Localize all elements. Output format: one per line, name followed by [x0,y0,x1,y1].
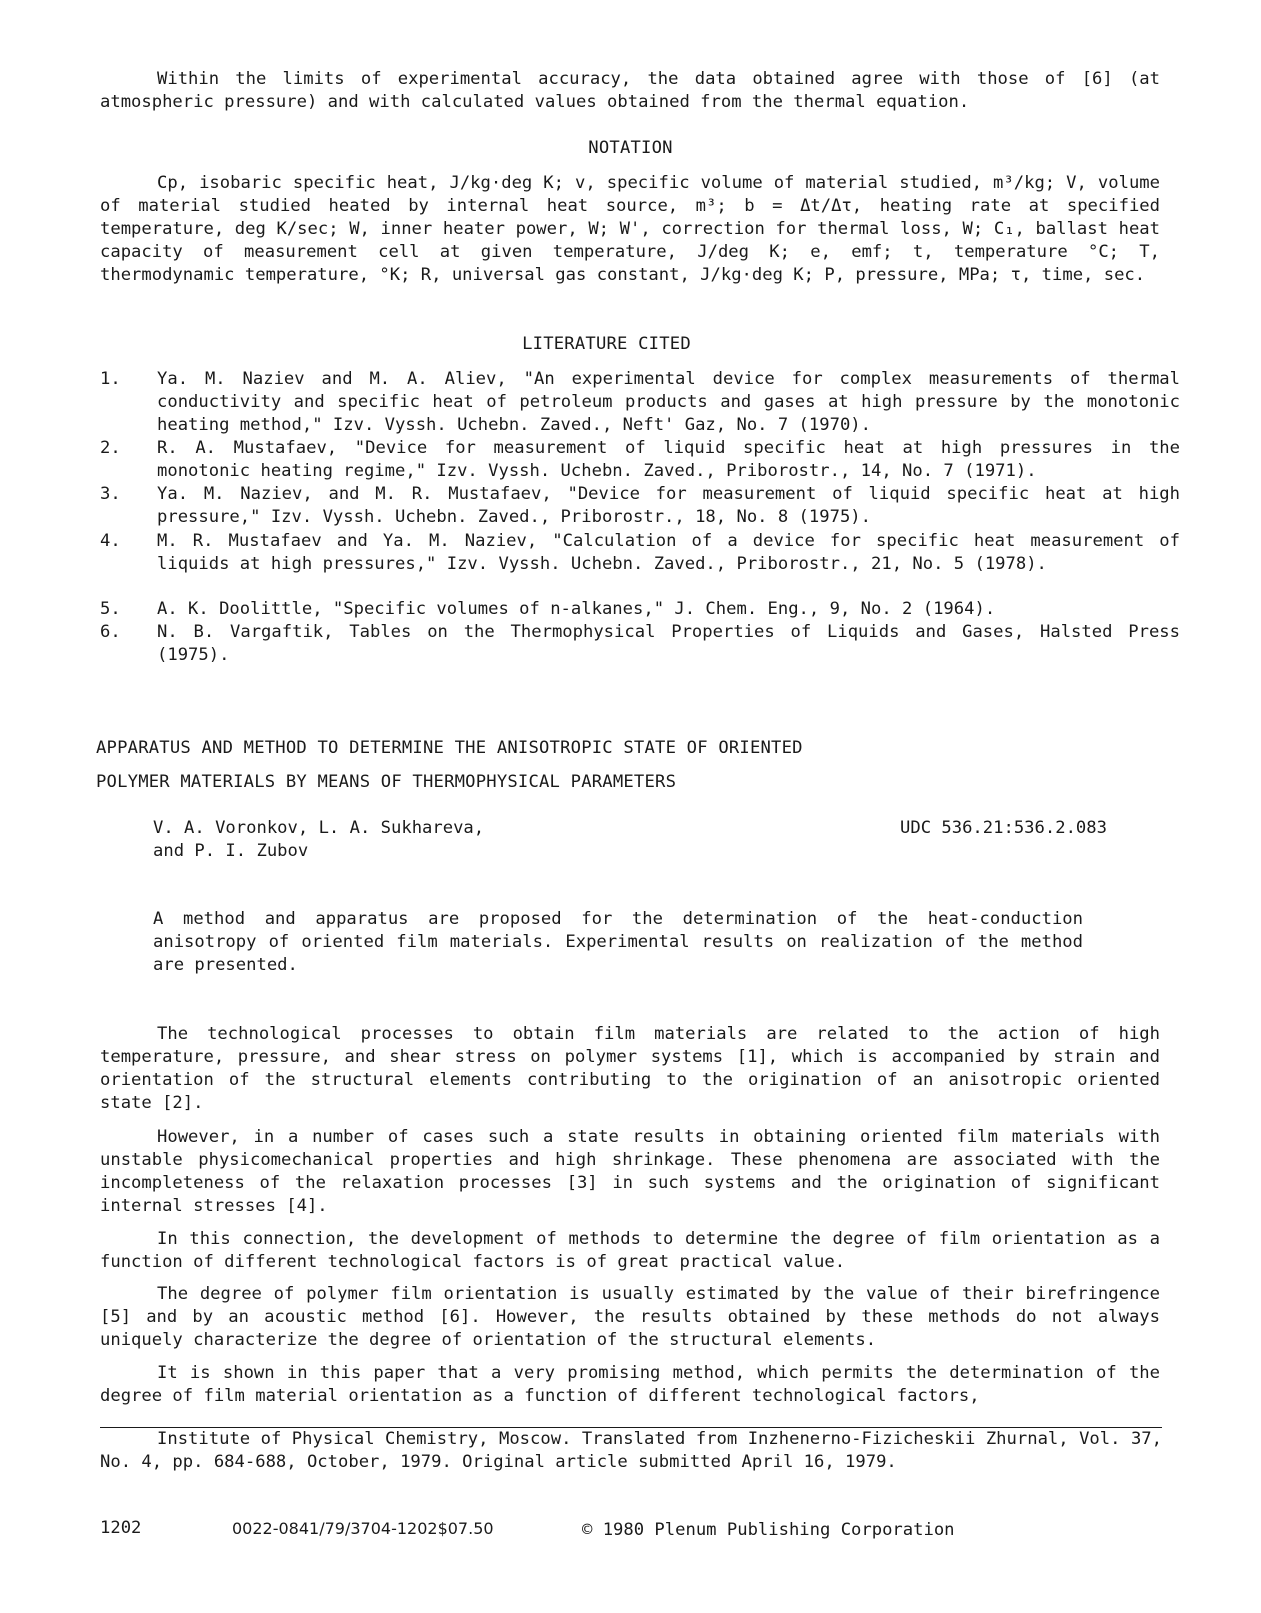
reference-item [100,483,1180,529]
reference-text: R. A. Mustafaev, "Device for measurement of liquid specific heat at high pressures in the monotonic heating regime," Izv. Vyssh. Uchebn. Zaved., Priborostr., 14, No. 7 (1971). [157,438,1180,481]
authors-line-2: and P. I. Zubov [153,841,309,861]
page-number: 1202 [100,1518,142,1538]
authors-line-1: V. A. Voronkov, L. A. Sukhareva, [153,818,485,838]
reference-number: 4. [100,531,121,551]
reference-item [100,621,1180,667]
intro-paragraph: Within the limits of experimental accuracy, the data obtained agree with those of [6] (at atmospheric pressure) and with calculated values obtained from the thermal equation. [100,69,1160,112]
copyright: © 1980 Plenum Publishing Corporation [582,1520,955,1540]
article-title-line-1: APPARATUS AND METHOD TO DETERMINE THE ANISOTROPIC STATE OF ORIENTED [96,738,803,758]
body-paragraph: In this connection, the development of methods to determine the degree of film orientation as a function of different technological factors is of great practical value. [100,1229,1160,1272]
reference-item [100,437,1180,483]
article-title-line-2: POLYMER MATERIALS BY MEANS OF THERMOPHYSICAL PARAMETERS [96,772,677,792]
reference-text: A. K. Doolittle, "Specific volumes of n-alkanes," J. Chem. Eng., 9, No. 2 (1964). [157,599,996,619]
footnote: Institute of Physical Chemistry, Moscow. Translated from Inzhenerno-Fizicheskii Zhurnal, Vol. 37, No. 4, pp. 684-688, October, 1979. Original article submitted April 16, 1979. [100,1429,1162,1472]
literature-heading: LITERATURE CITED [522,334,691,354]
abstract: A method and apparatus are proposed for the determination of the heat-conduction anisotropy of oriented film materials. Experimental results on realization of the method are presented. [153,909,1083,975]
body-paragraph: It is shown in this paper that a very promising method, which permits the determination of the degree of film material orientation as a function of different technological factors, [100,1363,1160,1406]
body-paragraph: The technological processes to obtain film materials are related to the action of high temperature, pressure, and shear stress on polymer systems [1], which is accompanied by strain and orientation of the structural elements contributing to the origination of an anisotropic oriented state [2]. [100,1024,1160,1113]
reference-number: 3. [100,484,121,504]
article-code: 0022-0841/79/3704-1202$07.50 [232,1519,494,1538]
reference-number: 1. [100,369,121,389]
reference-text: Ya. M. Naziev and M. A. Aliev, "An experimental device for complex measurements of thermal conductivity and specific heat of petroleum products and gases at high pressure by the monotonic heating method," Izv. Vyssh. Uchebn. Zaved., Neft' Gaz, No. 7 (1970). [157,369,1180,435]
reference-number: 6. [100,622,121,642]
reference-text: M. R. Mustafaev and Ya. M. Naziev, "Calculation of a device for specific heat measurement of liquids at high pressures," Izv. Vyssh. Uchebn. Zaved., Priborostr., 21, No. 5 (1978). [157,531,1180,574]
reference-item [100,598,1180,621]
udc-code: UDC 536.21:536.2.083 [900,818,1107,838]
body-paragraph: The degree of polymer film orientation is usually estimated by the value of their birefringence [5] and by an acoustic method [6]. However, the results obtained by these methods do not always uniquely characterize the degree of orientation of the structural elements. [100,1284,1160,1350]
reference-number: 2. [100,438,121,458]
body-paragraph: However, in a number of cases such a state results in obtaining oriented film materials with unstable physicomechanical properties and high shrinkage. These phenomena are associated with the incompleteness of the relaxation processes [3] in such systems and the origination of significant internal stresses [4]. [100,1127,1160,1216]
reference-number: 5. [100,599,121,619]
reference-text: N. B. Vargaftik, Tables on the Thermophysical Properties of Liquids and Gases, Halsted Press (1975). [157,622,1180,665]
reference-item [100,368,1180,437]
notation-heading: NOTATION [588,138,673,158]
notation-text: Cp, isobaric specific heat, J/kg·deg K; v, specific volume of material studied, m³/kg; V, volume of material studied heated by internal heat source, m³; b = Δt/Δτ, heating rate at specified temperature, deg K/sec; W, inner heater power, W; W', correction for thermal loss, W; C₁, ballast heat capacity of measurement cell at given temperature, J/deg K; e, emf; t, temperature °C; T, thermodynamic temperature, °K; R, universal gas constant, J/kg·deg K; P, pressure, MPa; τ, time, sec. [100,173,1160,285]
reference-item [100,530,1180,576]
reference-text: Ya. M. Naziev, and M. R. Mustafaev, "Device for measurement of liquid specific heat at high pressure," Izv. Vyssh. Uchebn. Zaved., Priborostr., 18, No. 8 (1975). [157,484,1180,527]
